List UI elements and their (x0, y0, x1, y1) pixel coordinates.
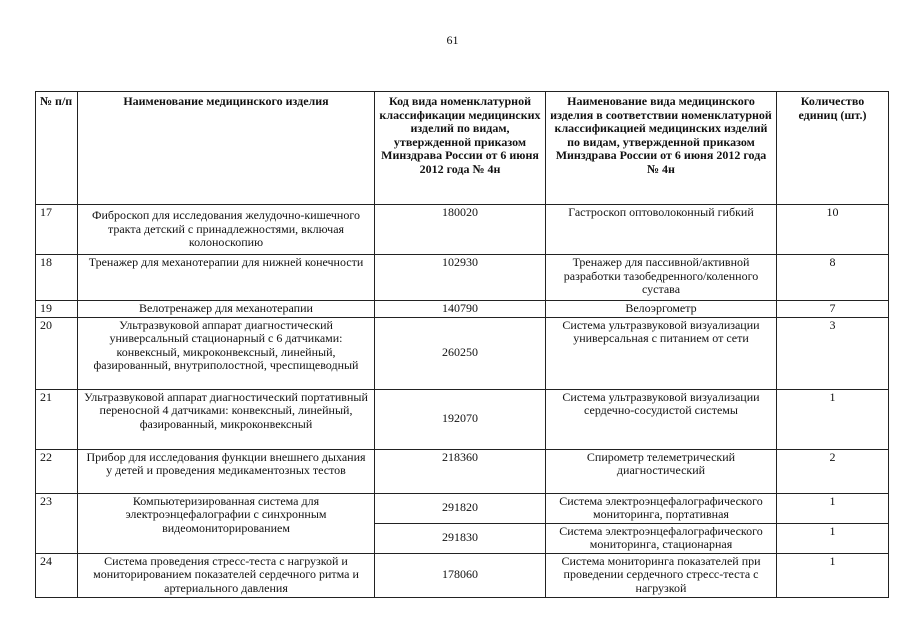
row-code: 140790 (375, 301, 546, 318)
row-name: Тренажер для механотерапии для нижней конечности (78, 255, 375, 301)
row-qty: 3 (777, 317, 889, 389)
row-num: 24 (36, 553, 78, 597)
row-name: Фиброскоп для исследования желудочно-кишечного тракта детский с принадлежностями, включая колоноскопию (78, 205, 375, 255)
row-num: 21 (36, 389, 78, 449)
header-name: Наименование медицинского изделия (78, 92, 375, 205)
table-row (36, 317, 889, 389)
row-qty: 8 (777, 255, 889, 301)
row-name: Компьютеризированная система для электроэнцефалографии с синхронным видеомониторированием (78, 493, 375, 553)
row-qty: 7 (777, 301, 889, 318)
row-qty: 1 (777, 493, 889, 523)
row-name: Прибор для исследования функции внешнего дыхания у детей и проведения медикаментозных тестов (78, 449, 375, 493)
table-row (36, 553, 889, 597)
header-kind: Наименование вида медицинского изделия в соответствии номенклатурной классификацией медицинских изделий по видам, утвержденной приказом Минздрава России от 6 июня 2012 года № 4н (546, 92, 777, 205)
table-row (36, 205, 889, 255)
row-code: 192070 (375, 389, 546, 449)
header-qty: Количество единиц (шт.) (777, 92, 889, 205)
row-kind: Система электроэнцефалографического мониторинга, стационарная (546, 523, 777, 553)
row-qty: 10 (777, 205, 889, 255)
row-name: Велотренажер для механотерапии (78, 301, 375, 318)
table-row (36, 301, 889, 318)
row-num: 20 (36, 317, 78, 389)
row-num: 17 (36, 205, 78, 255)
row-num: 22 (36, 449, 78, 493)
row-qty: 1 (777, 553, 889, 597)
table-header-row (36, 92, 889, 205)
row-code: 291820 (375, 493, 546, 523)
table-row (36, 449, 889, 493)
row-kind: Система ультразвуковой визуализации универсальная с питанием от сети (546, 317, 777, 389)
row-kind: Тренажер для пассивной/активной разработки тазобедренного/коленного сустава (546, 255, 777, 301)
row-kind: Система мониторинга показателей при проведении сердечного стресс-теста с нагрузкой (546, 553, 777, 597)
equipment-table (35, 91, 889, 598)
row-kind: Система электроэнцефалографического мониторинга, портативная (546, 493, 777, 523)
header-num: № п/п (36, 92, 78, 205)
row-name: Ультразвуковой аппарат диагностический портативный переносной 4 датчиками: конвексный, линейный, фазированный, микроконвексный (78, 389, 375, 449)
row-code: 178060 (375, 553, 546, 597)
row-code: 260250 (375, 317, 546, 389)
row-qty: 1 (777, 523, 889, 553)
row-kind: Велоэргометр (546, 301, 777, 318)
row-kind: Система ультразвуковой визуализации сердечно-сосудистой системы (546, 389, 777, 449)
row-kind: Спирометр телеметрический диагностический (546, 449, 777, 493)
row-code: 291830 (375, 523, 546, 553)
row-num: 19 (36, 301, 78, 318)
table-row (36, 493, 889, 523)
row-qty: 1 (777, 389, 889, 449)
row-num: 23 (36, 493, 78, 553)
row-qty: 2 (777, 449, 889, 493)
row-code: 180020 (375, 205, 546, 255)
page-number: 61 (446, 33, 459, 47)
header-code: Код вида номенклатурной классификации медицинских изделий по видам, утвержденной приказом Минздрава России от 6 июня 2012 года № 4н (375, 92, 546, 205)
row-name: Ультразвуковой аппарат диагностический универсальный стационарный с 6 датчиками: конвексный, микроконвексный, линейный, фазированный, внутриполостной, чреспищеводный (78, 317, 375, 389)
row-code: 218360 (375, 449, 546, 493)
row-num: 18 (36, 255, 78, 301)
row-name: Система проведения стресс-теста с нагрузкой и мониторированием показателей сердечного ритма и артериального давления (78, 553, 375, 597)
row-code: 102930 (375, 255, 546, 301)
table-row (36, 389, 889, 449)
row-kind: Гастроскоп оптоволоконный гибкий (546, 205, 777, 255)
table-row (36, 255, 889, 301)
